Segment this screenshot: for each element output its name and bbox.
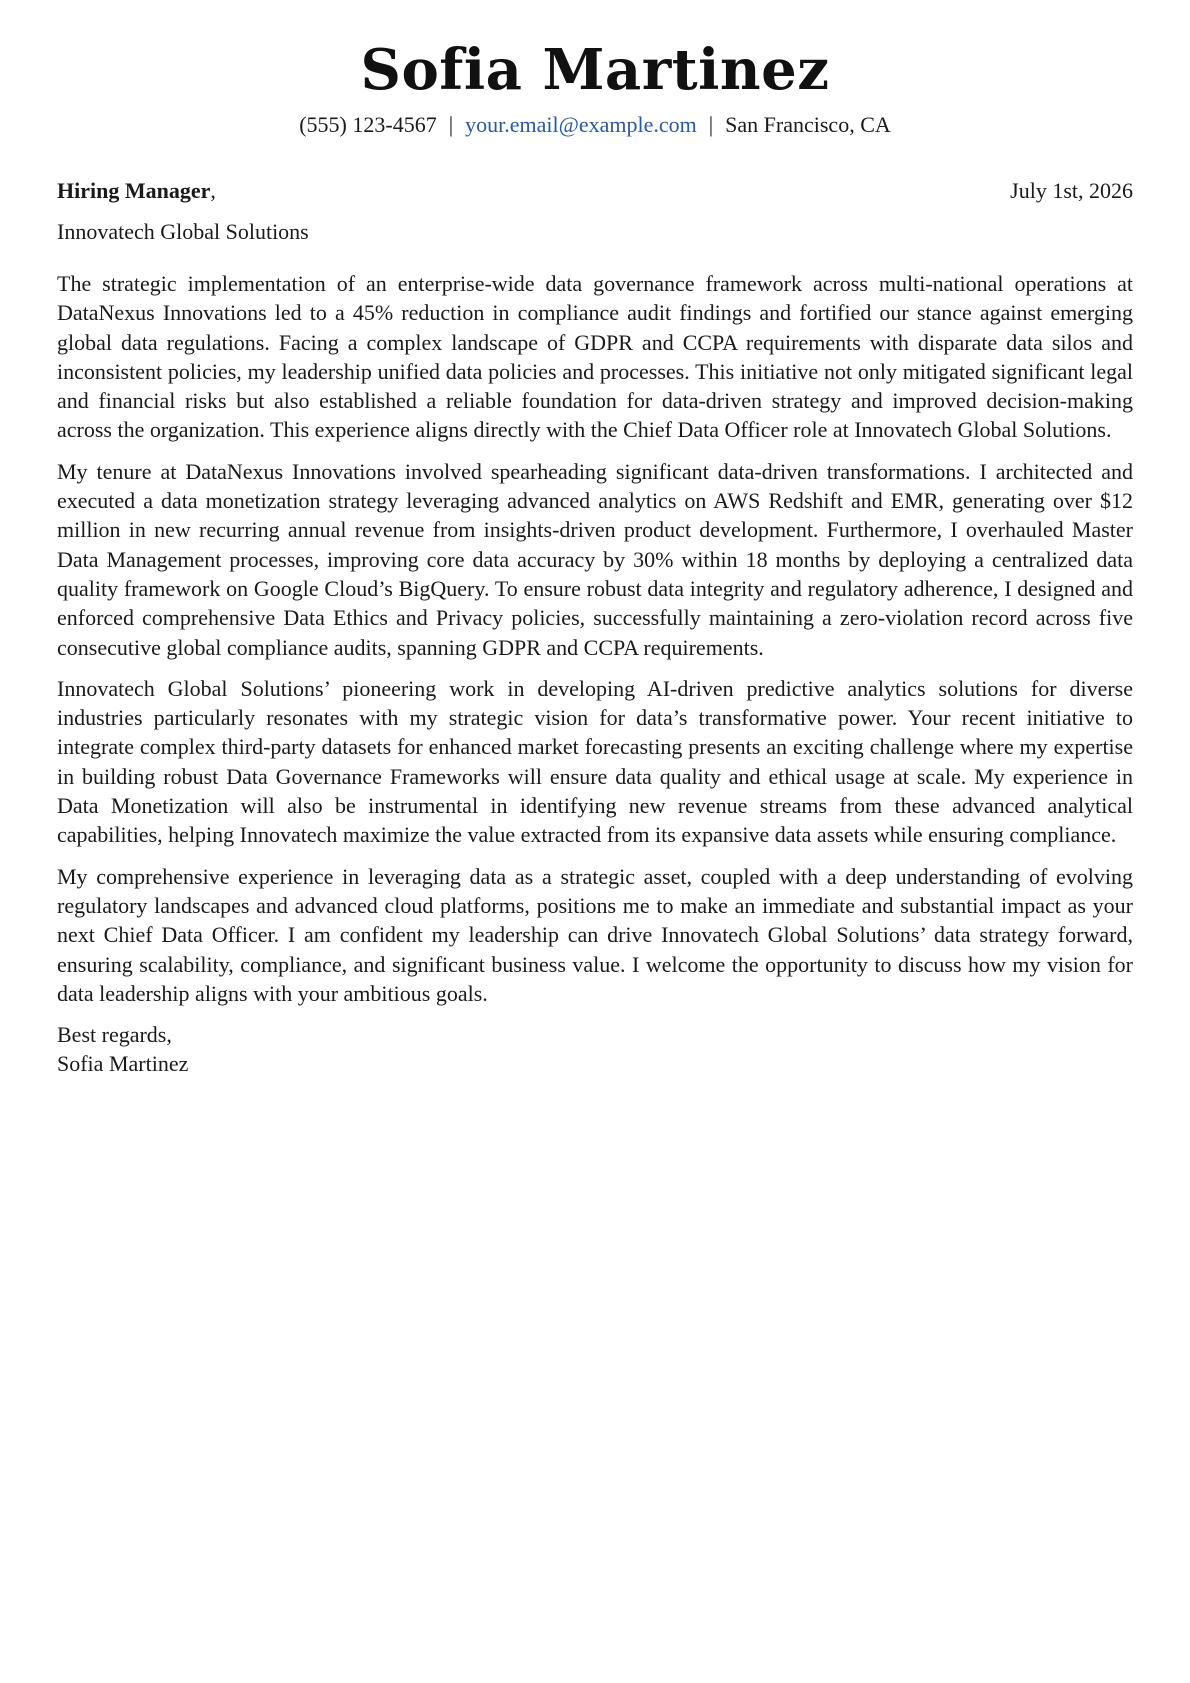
letter-body	[57, 269, 1133, 1008]
email-link[interactable]: your.email@example.com	[465, 112, 697, 137]
phone-number: (555) 123-4567	[299, 112, 437, 137]
body-paragraph: My comprehensive experience in leveraging data as a strategic asset, coupled with a deep understanding of evolving regulatory landscapes and advanced cloud platforms, positions me to make an immediate and substantial impact as your next Chief Data Officer. I am confident my leadership can drive Innovatech Global Solutions’ data strategy forward, ensuring scalability, compliance, and significant business value. I welcome the opportunity to discuss how my vision for data leadership aligns with your ambitious goals.	[57, 863, 1133, 1006]
recipient-name-suffix: ,	[210, 178, 216, 203]
body-paragraph: My tenure at DataNexus Innovations involved spearheading significant data-driven transformations. I architected and executed a data monetization strategy leveraging advanced analytics on AWS Redshift and EMR, generating over $12 million in new recurring annual revenue from insights-driven product development. Furthermore, I overhauled Master Data Management processes, improving core data accuracy by 30% within 18 months by deploying a centralized data quality framework on Google Cloud’s BigQuery. To ensure robust data integrity and regulatory adherence, I designed and enforced comprehensive Data Ethics and Privacy policies, successfully maintaining a zero-violation record across five consecutive global compliance audits, spanning GDPR and CCPA requirements.	[57, 458, 1133, 660]
recipient-company: Innovatech Global Solutions	[57, 219, 309, 244]
applicant-name: Sofia Martinez	[360, 37, 830, 103]
closing-salutation: Best regards,	[57, 1022, 172, 1048]
recipient-date-row	[57, 176, 1133, 206]
contact-separator: |	[708, 112, 714, 137]
recipient-name: Hiring Manager	[57, 178, 211, 203]
contact-line	[57, 110, 1133, 140]
letter-closing	[57, 1020, 1133, 1079]
body-paragraph: The strategic implementation of an enterprise-wide data governance framework across multi-national operations at DataNexus Innovations led to a 45% reduction in compliance audit findings and fortified our stance against emerging global data regulations. Facing a complex landscape of GDPR and CCPA requirements with disparate data silos and inconsistent policies, my leadership unified data policies and processes. This initiative not only mitigated significant legal and financial risks but also established a reliable foundation for data-driven strategy and improved decision-making across the organization. This experience aligns directly with the Chief Data Officer role at Innovatech Global Solutions.	[57, 271, 1133, 443]
letter-date: July 1st, 2026	[1010, 178, 1133, 203]
recipient-line	[57, 176, 216, 206]
contact-separator: |	[448, 112, 454, 137]
body-paragraph: Innovatech Global Solutions’ pioneering work in developing AI-driven predictive analytics solutions for diverse industries particularly resonates with my strategic vision for data’s transformative power. Your recent initiative to integrate complex third-party datasets for enhanced market forecasting presents an exciting challenge where my expertise in building robust Data Governance Frameworks will ensure data quality and ethical usage at scale. My experience in Data Monetization will also be instrumental in identifying new revenue streams from these advanced analytical capabilities, helping Innovatech maximize the value extracted from its expansive data assets while ensuring compliance.	[57, 675, 1133, 848]
closing-signature: Sofia Martinez	[57, 1051, 189, 1077]
location: San Francisco, CA	[725, 112, 891, 137]
